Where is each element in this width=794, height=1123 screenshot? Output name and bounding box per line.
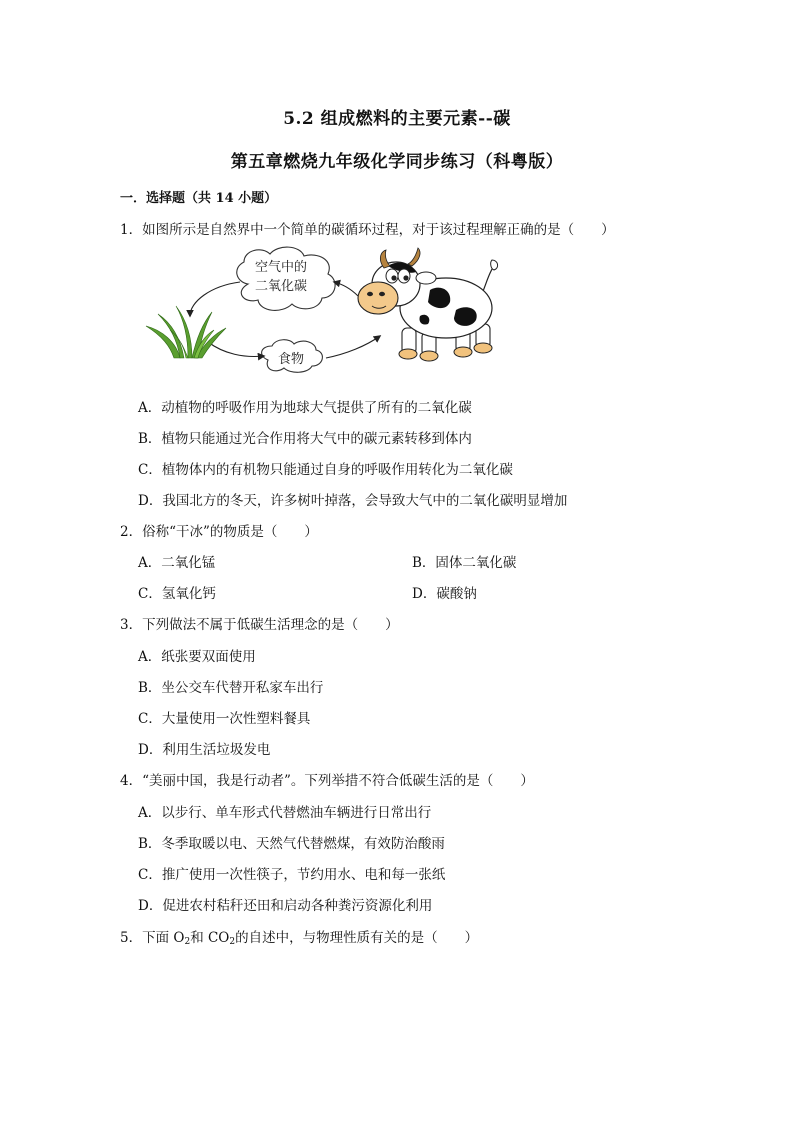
arrow-air-to-grass (190, 282, 240, 316)
question-5 (120, 926, 478, 947)
question-stem: 如图所示是自然界中一个简单的碳循环过程，对于该过程理解正确的是（ ） (142, 222, 615, 238)
q2-option-c: C．氢氧化钙 (138, 586, 216, 602)
question-stem-prefix: 下面 O (142, 930, 185, 946)
q1-option-c: C．植物体内的有机物只能通过自身的呼吸作用转化为二氧化碳 (138, 462, 513, 478)
question-stem-suffix: 的自述中，与物理性质有关的是（ ） (235, 930, 479, 946)
question-stem-mid: 和 CO (190, 930, 230, 946)
question-stem: 下列做法不属于低碳生活理念的是（ ） (142, 617, 399, 633)
question-4 (120, 769, 534, 789)
question-stem: “美丽中国，我是行动者”。下列举措不符合低碳生活的是（ ） (142, 773, 534, 789)
q2-option-a: A．二氧化锰 (138, 555, 216, 571)
subscript: 2 (229, 937, 236, 947)
section-heading: 一．选择题（共 14 小题） (120, 191, 278, 206)
question-number: 3． (120, 617, 143, 633)
q4-option-c: C．推广使用一次性筷子，节约用水、电和每一张纸 (138, 867, 446, 883)
arrow-food-to-cow (326, 336, 380, 358)
question-number: 2． (120, 524, 143, 540)
question-number: 1． (120, 222, 143, 238)
document-subtitle: 第五章燃烧九年级化学同步练习（科粤版） (230, 152, 564, 172)
q1-option-a: A．动植物的呼吸作用为地球大气提供了所有的二氧化碳 (138, 400, 472, 416)
question-2 (120, 520, 318, 540)
cloud-label-line2: 二氧化碳 (255, 279, 308, 294)
food-label: 食物 (278, 352, 305, 367)
q3-option-b: B．坐公交车代替开私家车出行 (138, 680, 324, 696)
arrow-grass-to-food (208, 342, 264, 356)
question-number: 4． (120, 773, 143, 789)
question-number: 5． (120, 930, 143, 946)
q3-option-c: C．大量使用一次性塑料餐具 (138, 711, 311, 727)
document-title: 5.2 组成燃料的主要元素--碳 (283, 109, 511, 129)
q1-option-b: B．植物只能通过光合作用将大气中的碳元素转移到体内 (138, 431, 472, 447)
q4-option-a: A．以步行、单车形式代替燃油车辆进行日常出行 (138, 805, 432, 821)
subscript: 2 (184, 937, 191, 947)
q4-option-d: D．促进农村秸秆还田和启动各种粪污资源化利用 (138, 898, 433, 914)
grass-icon (146, 306, 226, 358)
cow-icon (358, 248, 498, 361)
q2-option-b: B．固体二氧化碳 (412, 555, 517, 571)
q4-option-b: B．冬季取暖以电、天然气代替燃煤，有效防治酸雨 (138, 836, 445, 852)
question-stem: 俗称“干冰”的物质是（ ） (142, 524, 318, 540)
arrow-cow-to-air (334, 282, 358, 296)
carbon-cycle-figure (140, 246, 510, 386)
q3-option-a: A．纸张要双面使用 (138, 649, 256, 665)
q2-option-d: D．碳酸钠 (412, 586, 477, 602)
q3-option-d: D．利用生活垃圾发电 (138, 742, 271, 758)
question-1 (120, 218, 615, 238)
question-3 (120, 613, 399, 633)
q1-option-d: D．我国北方的冬天，许多树叶掉落，会导致大气中的二氧化碳明显增加 (138, 493, 568, 509)
cloud-label-line1: 空气中的 (255, 260, 308, 275)
